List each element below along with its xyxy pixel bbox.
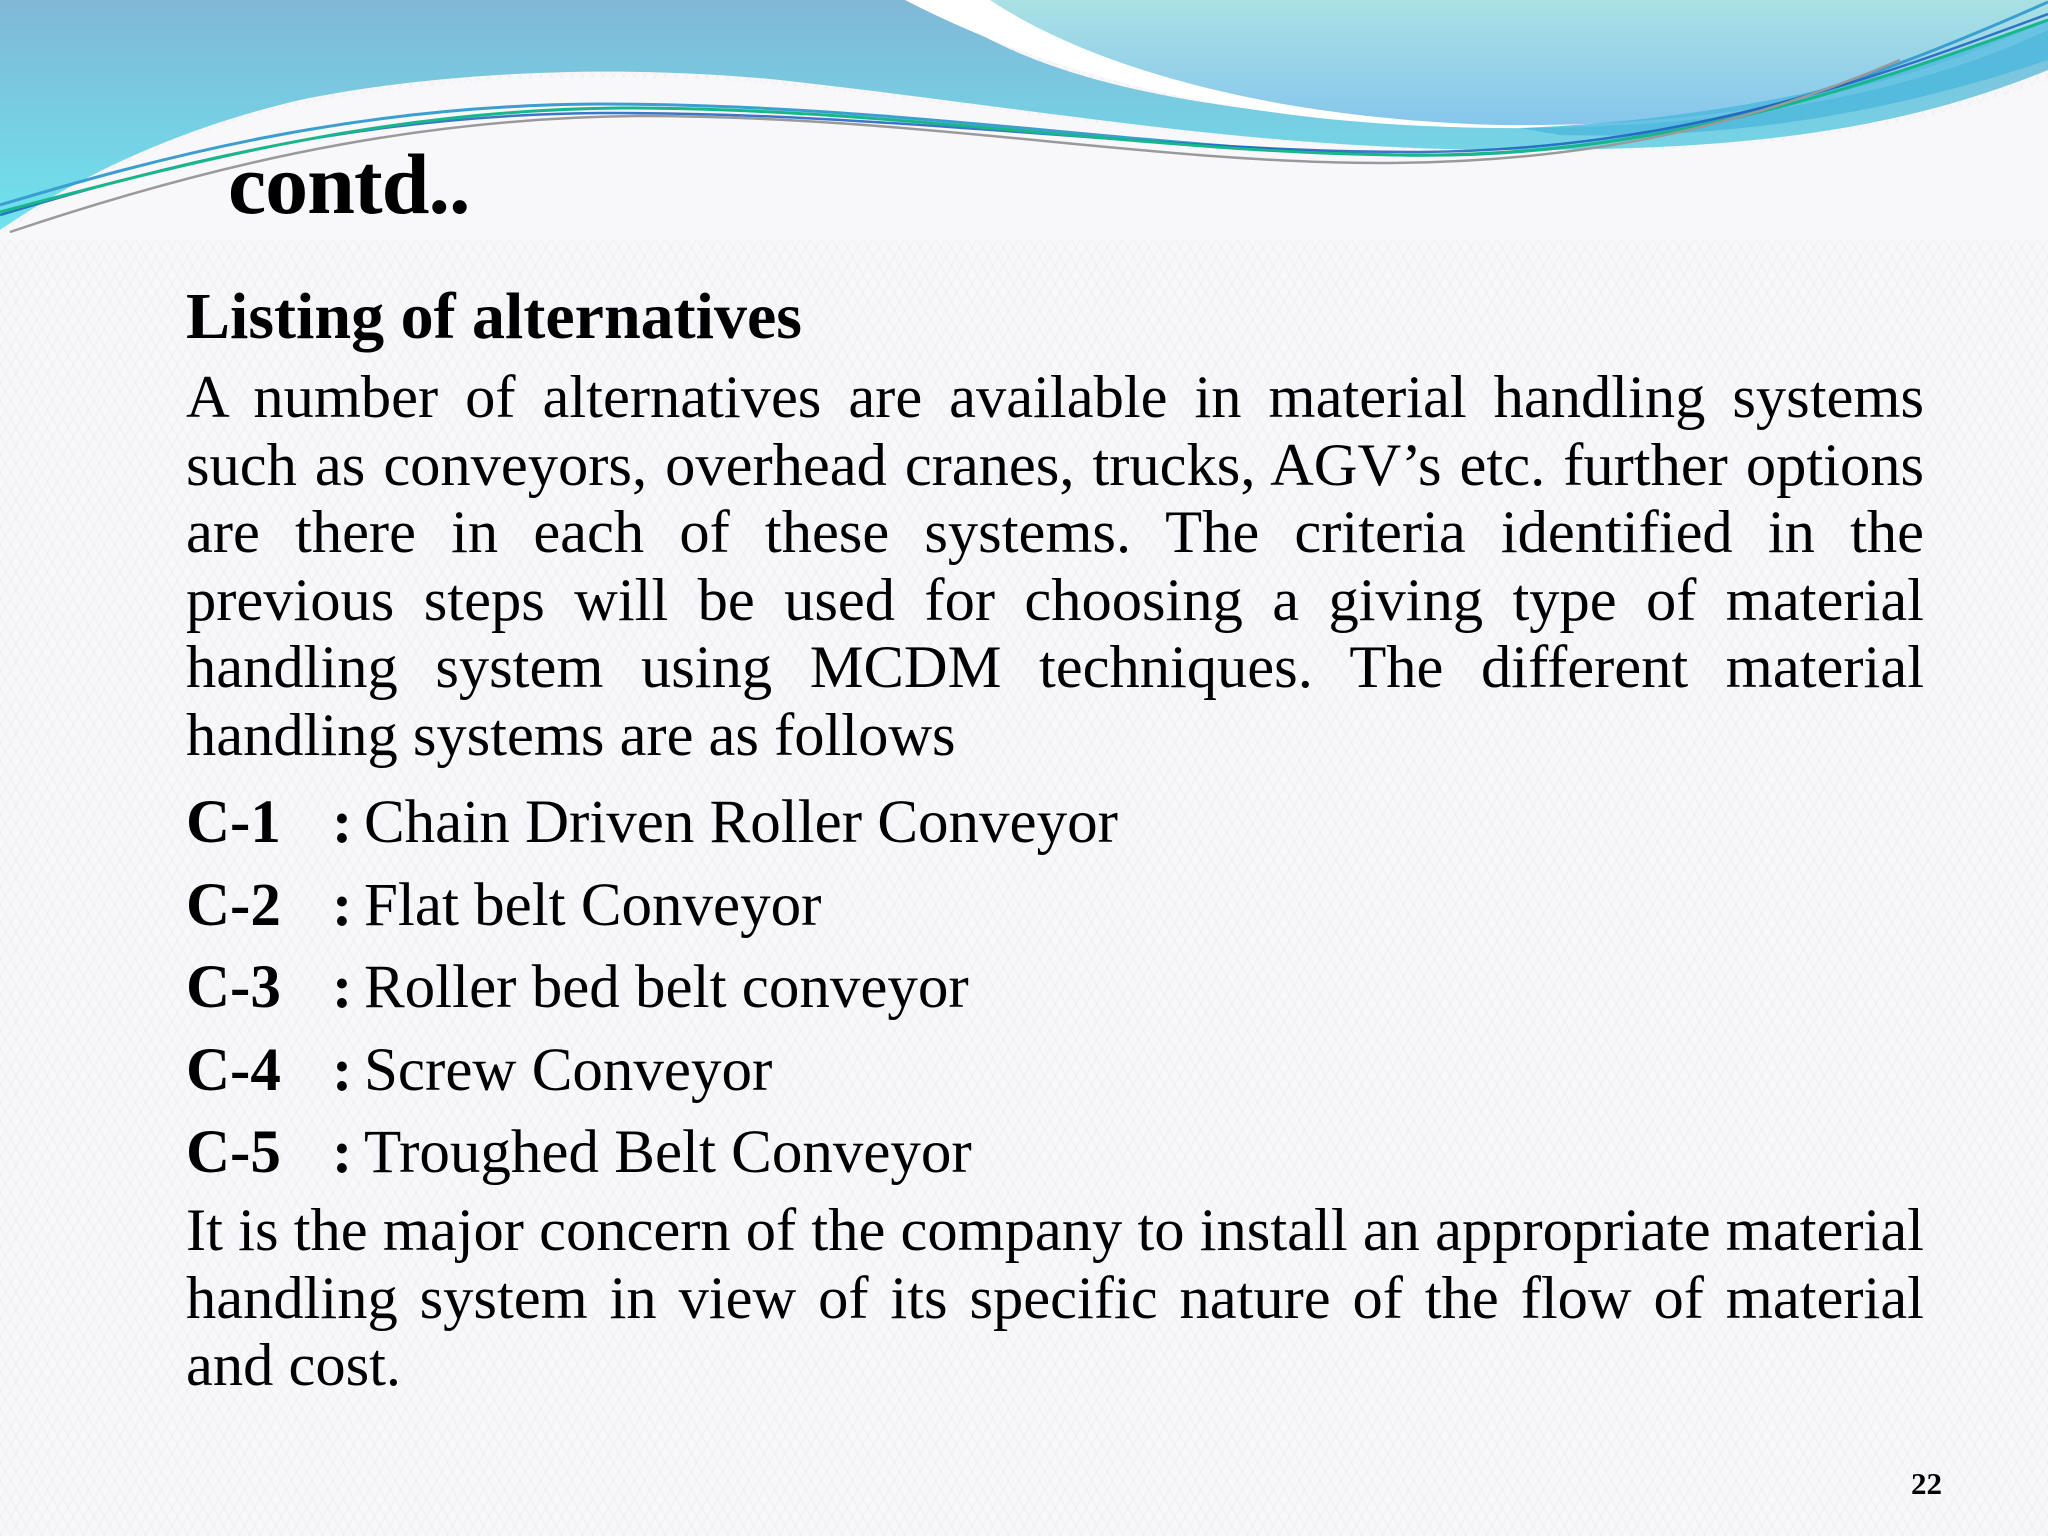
alternative-code: C-2 [186, 871, 281, 939]
alternative-item [186, 1030, 1118, 1113]
alternative-code: C-1 [186, 789, 281, 856]
alternative-code: C-5 [186, 1119, 281, 1186]
alternative-name: Roller bed belt conveyor [364, 954, 969, 1021]
alternative-code: C-4 [186, 1036, 281, 1104]
intro-paragraph: A number of alternatives are available in material handling systems such as conveyors, overhead cranes, trucks, AGV’s etc. further options are there in each of these systems. The criteria identified in the previous steps will be used for choosing a giving type of material handling system using MCDM techniques. The different material handling systems are as follows [186, 364, 1924, 769]
alternative-separator: : [332, 871, 353, 939]
alternative-name: Chain Driven Roller Conveyor [364, 789, 1118, 856]
alternative-code: C-3 [186, 954, 281, 1021]
alternative-separator: : [332, 1119, 353, 1186]
alternatives-list [186, 782, 1118, 1195]
alternative-name: Troughed Belt Conveyor [364, 1119, 972, 1186]
alternative-separator: : [332, 789, 353, 856]
alternative-item [186, 865, 1118, 948]
alternative-item [186, 1112, 1118, 1195]
alternative-separator: : [332, 1036, 353, 1104]
page-number: 22 [1911, 1466, 1942, 1501]
alternative-separator: : [332, 954, 353, 1021]
slide-title: contd.. [228, 136, 470, 232]
section-heading: Listing of alternatives [186, 280, 802, 353]
alternative-item [186, 782, 1118, 865]
alternative-item [186, 947, 1118, 1030]
alternative-name: Screw Conveyor [364, 1036, 773, 1104]
alternative-name: Flat belt Conveyor [364, 871, 822, 939]
closing-paragraph: It is the major concern of the company to install an appropriate material handling system in view of its specific nature of the flow of material and cost. [186, 1197, 1924, 1400]
